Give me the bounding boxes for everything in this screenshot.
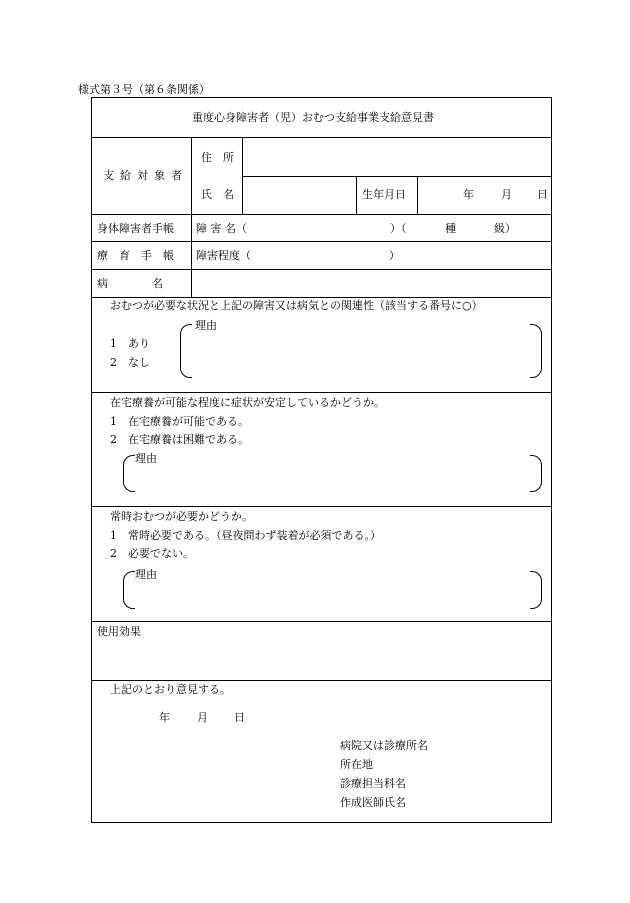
physical-handbook-label: 身体障害者手帳 xyxy=(97,222,174,235)
home-care-option-1[interactable]: 1 在宅療養が可能である。 xyxy=(110,415,249,428)
reason-label: 理由 xyxy=(135,452,157,465)
reason-bracket-right xyxy=(530,571,542,609)
date-month-unit: 月 xyxy=(197,711,208,724)
disability-degree-label: 障害程度（ xyxy=(196,249,251,262)
row-divider xyxy=(92,214,551,215)
row-divider xyxy=(92,680,551,681)
reason-bracket-right xyxy=(530,324,542,378)
grade-kind-unit: 種 xyxy=(445,222,456,235)
address-field[interactable] xyxy=(247,142,547,172)
row-divider xyxy=(92,297,551,298)
column-divider xyxy=(356,176,357,214)
date-day-unit: 日 xyxy=(234,711,245,724)
column-divider xyxy=(417,176,418,214)
paren-separator: ）（ xyxy=(390,222,407,235)
diaper-need-question: 常時おむつが必要かどうか。 xyxy=(110,510,253,523)
department-label: 診療担当科名 xyxy=(340,777,406,790)
relation-question: おむつが必要な状況と上記の障害又は病気との関連性（該当する番号に○） xyxy=(110,299,483,312)
home-care-option-2[interactable]: 2 在宅療養は困難である。 xyxy=(110,433,249,446)
row-divider xyxy=(92,506,551,507)
column-divider xyxy=(242,137,243,214)
row-divider xyxy=(242,176,551,177)
address-label: 住 所 xyxy=(201,151,234,164)
reason-bracket-left xyxy=(180,324,192,378)
row-divider xyxy=(92,241,551,242)
column-divider xyxy=(191,137,192,297)
home-care-question: 在宅療養が可能な程度に症状が安定しているかどうか。 xyxy=(110,396,385,409)
name-field[interactable] xyxy=(247,180,352,210)
birth-year-unit: 年 xyxy=(463,188,474,201)
option-no[interactable]: 2 なし xyxy=(110,356,150,369)
disease-label: 病 名 xyxy=(97,277,163,290)
opinion-statement: 上記のとおり意見する。 xyxy=(110,683,231,696)
diaper-need-option-1[interactable]: 1 常時必要である。（昼夜問わず装着が必須である。） xyxy=(110,529,381,542)
row-divider xyxy=(92,392,551,393)
rehab-handbook-label: 療 育 手 帳 xyxy=(97,249,174,262)
diaper-need-option-2[interactable]: 2 必要でない。 xyxy=(110,547,194,560)
birth-day-unit: 日 xyxy=(537,188,548,201)
row-divider xyxy=(92,137,551,138)
birth-label: 生年月日 xyxy=(362,188,406,201)
form-title: 重度心身障害者（児）おむつ支給事業支給意見書 xyxy=(192,111,434,124)
doctor-name-label: 作成医師氏名 xyxy=(340,796,406,809)
opinion-form xyxy=(91,97,552,823)
usage-effect-label: 使用効果 xyxy=(97,625,141,638)
hospital-name-label: 病院又は診療所名 xyxy=(340,739,428,752)
reason-bracket-right xyxy=(530,455,542,492)
grade-level-unit: 級） xyxy=(494,222,516,235)
date-year-unit: 年 xyxy=(159,711,170,724)
reason-label: 理由 xyxy=(135,568,157,581)
reason-bracket-left xyxy=(123,571,135,609)
disability-name-label: 障 害 名（ xyxy=(196,222,247,235)
hospital-address-label: 所在地 xyxy=(340,758,373,771)
birth-month-unit: 月 xyxy=(501,188,512,201)
name-label: 氏 名 xyxy=(201,188,234,201)
option-yes[interactable]: 1 あり xyxy=(110,337,150,350)
row-divider xyxy=(92,269,551,270)
form-caption: 様式第３号（第６条関係） xyxy=(78,83,210,96)
reason-bracket-left xyxy=(123,455,135,492)
paren-close: ） xyxy=(389,249,400,262)
recipient-label: 支給対象者 xyxy=(103,169,188,182)
row-divider xyxy=(92,621,551,622)
reason-label: 理由 xyxy=(195,319,217,332)
